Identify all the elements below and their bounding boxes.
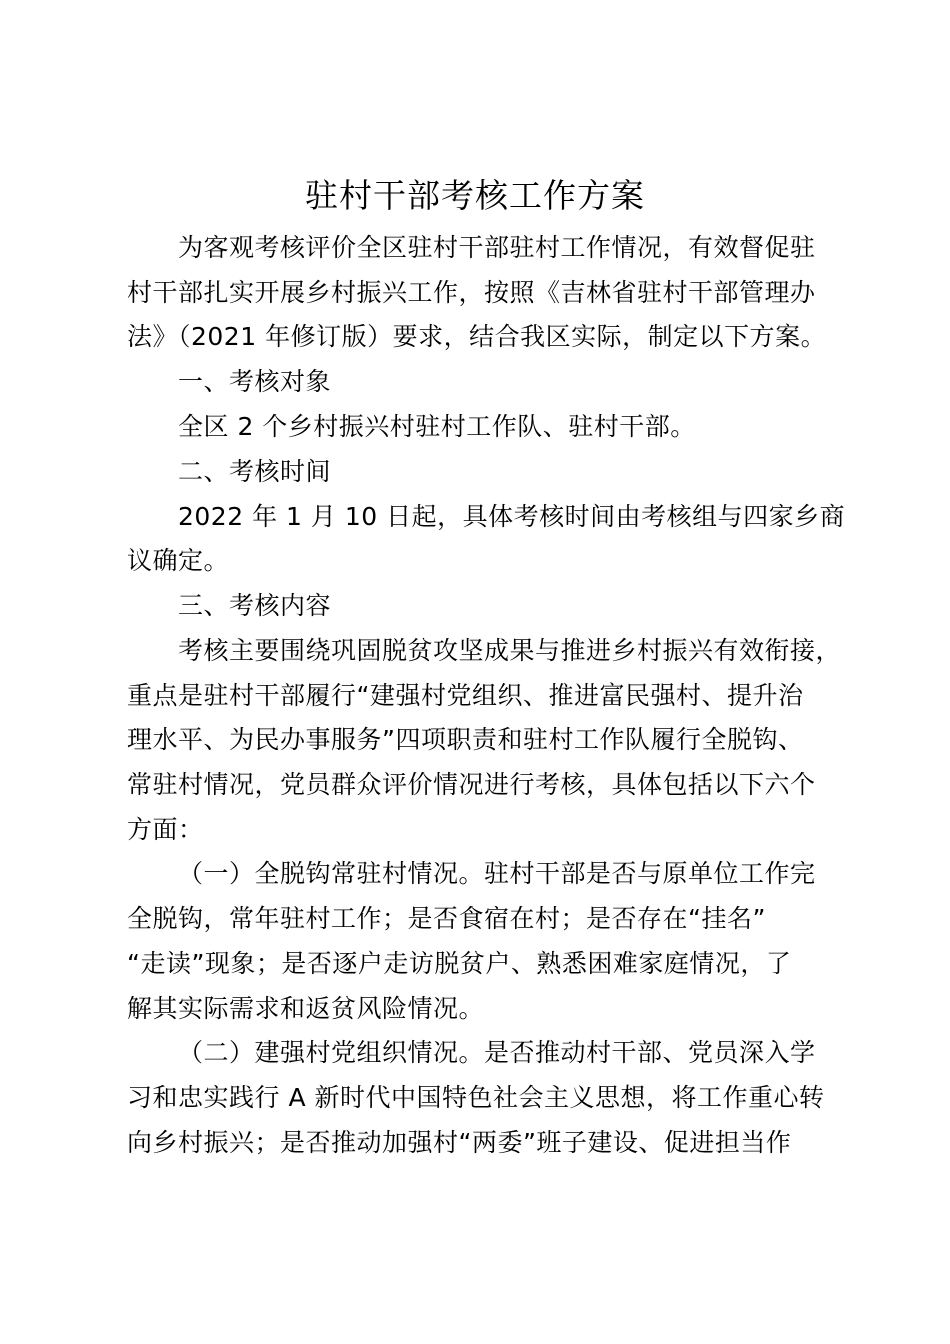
paragraph-line: （一）全脱钩常驻村情况。驻村干部是否与原单位工作完	[178, 859, 816, 888]
paragraph-line: 理水平、为民办事服务”四项职责和驻村工作队履行全脱钩、	[127, 725, 804, 754]
paragraph-line: 习和忠实践行 A 新时代中国特色社会主义思想，将工作重心转	[127, 1083, 825, 1112]
paragraph-line: 为客观考核评价全区驻村干部驻村工作情况，有效督促驻	[178, 233, 816, 262]
paragraph-line: 解其实际需求和返贫风险情况。	[127, 994, 485, 1023]
paragraph-line: 向乡村振兴；是否推动加强村“两委”班子建设、促进担当作	[127, 1128, 792, 1157]
paragraph-line: 全区 2 个乡村振兴村驻村工作队、驻村干部。	[178, 412, 696, 441]
paragraph-line: 全脱钩，常年驻村工作；是否食宿在村；是否存在“挂名”	[127, 904, 766, 933]
paragraph-line: 方面：	[127, 815, 204, 844]
document-title: 驻村干部考核工作方案	[305, 176, 645, 215]
section-heading: 一、考核对象	[178, 367, 332, 396]
paragraph-line: 议确定。	[127, 546, 230, 575]
paragraph-line: “走读”现象；是否逐户走访脱贫户、熟悉困难家庭情况，了	[127, 949, 792, 978]
paragraph-line: 常驻村情况，党员群众评价情况进行考核，具体包括以下六个	[127, 770, 816, 799]
paragraph-line: 法》（2021 年修订版）要求，结合我区实际，制定以下方案。	[127, 322, 827, 351]
paragraph-line: 村干部扎实开展乡村振兴工作，按照《吉林省驻村干部管理办	[127, 278, 816, 307]
paragraph-line: 重点是驻村干部履行“建强村党组织、推进富民强村、提升治	[127, 681, 804, 710]
section-heading: 三、考核内容	[178, 591, 332, 620]
paragraph-line: 考核主要围绕巩固脱贫攻坚成果与推进乡村振兴有效衔接，	[178, 636, 842, 665]
section-heading: 二、考核时间	[178, 457, 332, 486]
paragraph-line: 2022 年 1 月 10 日起，具体考核时间由考核组与四家乡商	[178, 502, 846, 531]
paragraph-line: （二）建强村党组织情况。是否推动村干部、党员深入学	[178, 1038, 816, 1067]
